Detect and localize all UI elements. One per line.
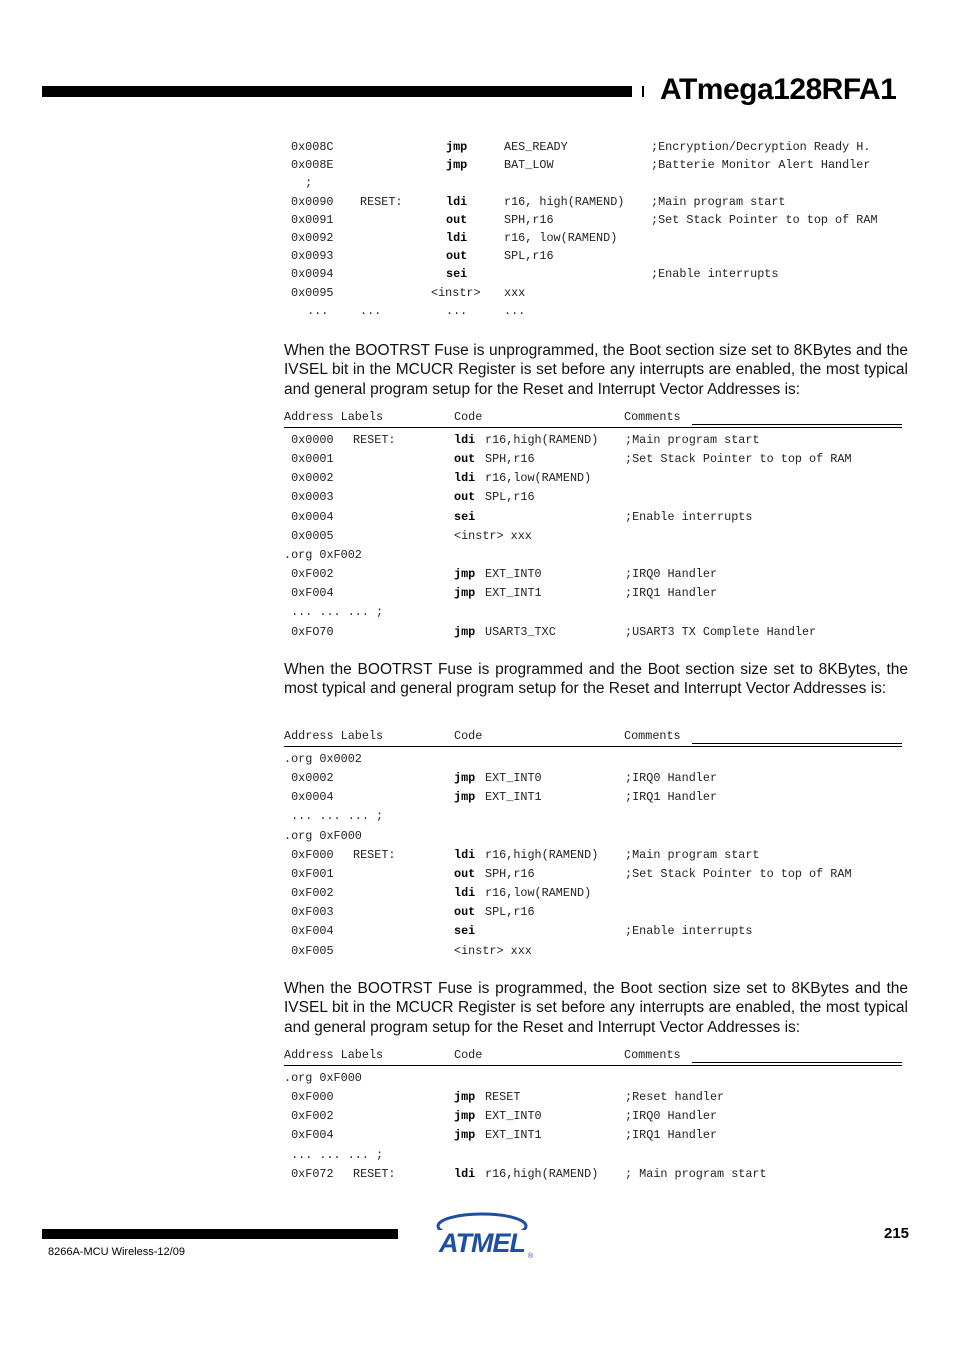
header-code: Code bbox=[454, 1048, 483, 1062]
paragraph-bootrst-programmed: When the BOOTRST Fuse is programmed and the Boot section size set to 8KBytes, the most typical and general program setup for the Reset and Interrupt Vector Addresses is: bbox=[284, 661, 908, 698]
code-line bbox=[0, 829, 954, 847]
code-operand: EXT_INT1 bbox=[485, 1128, 542, 1143]
code-addr: 0xF072 bbox=[284, 1166, 334, 1181]
code-instr: ... bbox=[446, 303, 468, 318]
code-addr: 0x0090 bbox=[291, 194, 334, 209]
code-line bbox=[0, 176, 954, 194]
code-operand: r16,high(RAMEND) bbox=[485, 847, 599, 862]
code-operand: SPH,r16 bbox=[504, 212, 554, 227]
code-addr: 0x0002 bbox=[284, 771, 334, 786]
code-line bbox=[0, 1109, 954, 1127]
code-addr: 0xF005 bbox=[284, 943, 334, 958]
code-operand: SPL,r16 bbox=[504, 249, 554, 264]
code-line bbox=[0, 433, 954, 451]
code-instr: sei bbox=[446, 267, 468, 282]
header-comments: Comments bbox=[624, 1048, 681, 1062]
code-addr: 0xF004 bbox=[284, 1128, 334, 1143]
code-label: RESET: bbox=[360, 194, 403, 209]
table-header-rule bbox=[284, 427, 902, 428]
code-line bbox=[0, 195, 954, 213]
code-instr: ldi bbox=[454, 471, 476, 486]
header-tick bbox=[642, 86, 644, 97]
code-comment: ;Reset handler bbox=[625, 1090, 725, 1105]
code-addr: ... ... ... ; bbox=[284, 1147, 384, 1162]
code-line bbox=[0, 1167, 954, 1185]
code-operand: r16, low(RAMEND) bbox=[504, 231, 618, 245]
code-addr: 0x0093 bbox=[291, 249, 334, 264]
comments-underline bbox=[692, 1062, 902, 1063]
code-instr: out bbox=[454, 490, 476, 505]
code-line bbox=[0, 625, 954, 643]
code-addr: .org 0x0002 bbox=[284, 752, 362, 766]
table-header bbox=[284, 729, 902, 745]
code-addr: 0xF002 bbox=[284, 567, 334, 582]
code-addr: 0xF001 bbox=[284, 866, 334, 881]
code-comment: ;Batterie Monitor Alert Handler bbox=[651, 158, 871, 173]
code-comment: ;IRQ0 Handler bbox=[625, 771, 718, 786]
code-addr: .org 0xF000 bbox=[284, 828, 362, 843]
header-comments: Comments bbox=[624, 410, 681, 424]
code-comment: ;Main program start bbox=[651, 194, 786, 209]
code-line bbox=[0, 140, 954, 158]
code-line bbox=[0, 867, 954, 885]
code-instr: ldi bbox=[446, 231, 468, 245]
code-line bbox=[0, 529, 954, 547]
code-line bbox=[0, 586, 954, 604]
header-address-labels: Address Labels bbox=[284, 1048, 384, 1062]
code-addr: 0x0004 bbox=[284, 509, 334, 524]
code-instr: ldi bbox=[454, 886, 476, 901]
header-rule bbox=[42, 86, 632, 97]
code-line bbox=[0, 886, 954, 904]
code-comment: ;Set Stack Pointer to top of RAM bbox=[625, 866, 852, 881]
code-instr: <instr> bbox=[431, 285, 481, 300]
code-label: ... bbox=[360, 303, 382, 318]
code-line bbox=[0, 1090, 954, 1108]
code-line bbox=[0, 286, 954, 304]
document-number: 8266A-MCU Wireless-12/09 bbox=[48, 1246, 185, 1258]
code-line bbox=[0, 471, 954, 489]
code-comment: ;Encryption/Decryption Ready H. bbox=[651, 140, 871, 154]
code-line bbox=[0, 905, 954, 923]
code-comment: ; Main program start bbox=[625, 1166, 767, 1181]
code-instr: sei bbox=[454, 509, 476, 524]
code-operand: r16,low(RAMEND) bbox=[485, 471, 592, 486]
code-operand: SPH,r16 bbox=[485, 866, 535, 881]
code-instr: jmp bbox=[454, 771, 476, 786]
code-instr: jmp bbox=[454, 1109, 476, 1124]
code-line bbox=[0, 944, 954, 962]
code-operand: <instr> xxx bbox=[454, 528, 532, 543]
code-addr: 0x0091 bbox=[291, 212, 334, 227]
code-line bbox=[0, 809, 954, 827]
code-comment: ;IRQ1 Handler bbox=[625, 790, 718, 805]
svg-text:®: ® bbox=[528, 1253, 534, 1260]
code-addr: ... ... ... ; bbox=[284, 605, 384, 620]
document-title: ATmega128RFA1 bbox=[660, 73, 897, 106]
code-line bbox=[0, 605, 954, 623]
code-line bbox=[0, 304, 954, 322]
paragraph-bootrst-unprogrammed: When the BOOTRST Fuse is unprogrammed, the Boot section size set to 8KBytes and the IVSEL bit in the MCUCR Register is set before any interrupts are enabled, the most typical and general program setup for the Reset and Interrupt Vector Addresses is: bbox=[284, 342, 908, 398]
code-instr: out bbox=[454, 452, 476, 467]
code-addr: 0xF002 bbox=[284, 1109, 334, 1124]
code-line bbox=[0, 548, 954, 566]
code-addr: 0x0003 bbox=[284, 490, 334, 505]
code-line bbox=[0, 752, 954, 770]
code-instr: jmp bbox=[454, 567, 476, 582]
code-label: RESET: bbox=[353, 847, 396, 862]
code-addr: ... bbox=[300, 303, 329, 318]
code-comment: ;Set Stack Pointer to top of RAM bbox=[651, 212, 878, 227]
code-line bbox=[0, 790, 954, 808]
code-instr: ldi bbox=[454, 847, 476, 862]
code-instr: jmp bbox=[454, 1090, 476, 1105]
code-addr: 0x0000 bbox=[284, 433, 334, 447]
code-line bbox=[0, 567, 954, 585]
code-operand: AES_READY bbox=[504, 140, 568, 154]
code-line bbox=[0, 1128, 954, 1146]
code-addr: ; bbox=[291, 176, 313, 191]
comments-underline bbox=[692, 743, 902, 744]
code-instr: jmp bbox=[446, 158, 468, 173]
code-operand: SPH,r16 bbox=[485, 452, 535, 467]
code-addr: ... ... ... ; bbox=[284, 809, 384, 824]
code-operand: EXT_INT0 bbox=[485, 1109, 542, 1124]
code-line bbox=[0, 490, 954, 508]
code-comment: ;IRQ1 Handler bbox=[625, 586, 718, 601]
code-addr: 0x0004 bbox=[284, 790, 334, 805]
code-line bbox=[0, 1148, 954, 1166]
code-operand: SPL,r16 bbox=[485, 490, 535, 505]
code-instr: jmp bbox=[454, 624, 476, 639]
code-line bbox=[0, 213, 954, 231]
code-operand: EXT_INT0 bbox=[485, 567, 542, 582]
code-operand: ... bbox=[504, 303, 526, 318]
code-line bbox=[0, 771, 954, 789]
code-operand: SPL,r16 bbox=[485, 905, 535, 920]
code-comment: ;Enable interrupts bbox=[625, 924, 753, 939]
code-operand: RESET bbox=[485, 1090, 521, 1105]
code-addr: 0xFO70 bbox=[284, 624, 334, 639]
table-header-rule bbox=[284, 1065, 902, 1066]
code-addr: 0x0094 bbox=[291, 267, 334, 282]
atmel-logo bbox=[430, 1210, 534, 1260]
code-instr: out bbox=[454, 905, 476, 920]
code-operand: r16, high(RAMEND) bbox=[504, 194, 625, 209]
code-comment: ;IRQ0 Handler bbox=[625, 567, 718, 582]
page-number: 215 bbox=[884, 1225, 910, 1242]
footer-rule bbox=[42, 1229, 398, 1239]
code-instr: out bbox=[446, 212, 468, 227]
code-line bbox=[0, 924, 954, 942]
header-code: Code bbox=[454, 410, 483, 424]
code-line bbox=[0, 1071, 954, 1089]
code-operand: BAT_LOW bbox=[504, 158, 554, 173]
code-line bbox=[0, 510, 954, 528]
code-instr: ldi bbox=[446, 194, 468, 209]
code-operand: EXT_INT0 bbox=[485, 771, 542, 786]
code-instr: ldi bbox=[454, 433, 476, 447]
header-address-labels: Address Labels bbox=[284, 410, 384, 424]
code-addr: 0x0092 bbox=[291, 231, 334, 245]
table-header bbox=[284, 410, 902, 426]
code-comment: ;IRQ1 Handler bbox=[625, 1128, 718, 1143]
code-line bbox=[0, 267, 954, 285]
code-line bbox=[0, 249, 954, 267]
code-comment: ;IRQ0 Handler bbox=[625, 1109, 718, 1124]
code-comment: ;USART3 TX Complete Handler bbox=[625, 624, 817, 639]
code-operand: EXT_INT1 bbox=[485, 790, 542, 805]
code-label: RESET: bbox=[353, 433, 396, 447]
code-instr: jmp bbox=[454, 790, 476, 805]
code-operand: r16,low(RAMEND) bbox=[485, 886, 592, 901]
code-addr: 0xF004 bbox=[284, 586, 334, 601]
code-addr: 0x008C bbox=[291, 140, 334, 154]
code-addr: 0x0001 bbox=[284, 452, 334, 467]
code-instr: sei bbox=[454, 924, 476, 939]
code-line bbox=[0, 231, 954, 249]
code-addr: 0x0095 bbox=[291, 285, 334, 300]
code-operand: r16,high(RAMEND) bbox=[485, 1166, 599, 1181]
table-header bbox=[284, 1048, 902, 1064]
code-addr: 0xF004 bbox=[284, 924, 334, 939]
code-addr: 0xF000 bbox=[284, 1090, 334, 1105]
code-addr: 0x0002 bbox=[284, 471, 334, 486]
table-header-rule bbox=[284, 746, 902, 747]
svg-text:ATMEL: ATMEL bbox=[439, 1228, 525, 1258]
code-comment: ;Main program start bbox=[625, 847, 760, 862]
code-comment: ;Set Stack Pointer to top of RAM bbox=[625, 452, 852, 467]
code-addr: .org 0xF000 bbox=[284, 1071, 362, 1085]
code-instr: jmp bbox=[446, 140, 468, 154]
code-operand: xxx bbox=[504, 285, 526, 300]
code-label: RESET: bbox=[353, 1166, 396, 1181]
comments-underline bbox=[692, 424, 902, 425]
code-line bbox=[0, 452, 954, 470]
code-instr: out bbox=[446, 249, 468, 264]
code-operand: <instr> xxx bbox=[454, 943, 532, 958]
header-code: Code bbox=[454, 729, 483, 743]
code-addr: 0x0005 bbox=[284, 528, 334, 543]
header-comments: Comments bbox=[624, 729, 681, 743]
code-operand: USART3_TXC bbox=[485, 624, 556, 639]
code-addr: 0xF002 bbox=[284, 886, 334, 901]
code-instr: jmp bbox=[454, 586, 476, 601]
code-comment: ;Enable interrupts bbox=[625, 509, 753, 524]
code-operand: EXT_INT1 bbox=[485, 586, 542, 601]
code-addr: .org 0xF002 bbox=[284, 547, 362, 562]
code-instr: out bbox=[454, 866, 476, 881]
header-address-labels: Address Labels bbox=[284, 729, 384, 743]
code-instr: jmp bbox=[454, 1128, 476, 1143]
code-comment: ;Enable interrupts bbox=[651, 267, 779, 282]
code-addr: 0xF000 bbox=[284, 847, 334, 862]
code-operand: r16,high(RAMEND) bbox=[485, 433, 599, 447]
code-addr: 0x008E bbox=[291, 158, 334, 173]
code-addr: 0xF003 bbox=[284, 905, 334, 920]
code-line bbox=[0, 848, 954, 866]
code-instr: ldi bbox=[454, 1166, 476, 1181]
paragraph-bootrst-programmed-ivsel: When the BOOTRST Fuse is programmed, the Boot section size set to 8KBytes and the IVSEL bit in the MCUCR Register is set before any interrupts are enabled, the most typical and general program setup for the Reset and Interrupt Vector Addresses is: bbox=[284, 980, 908, 1036]
code-line bbox=[0, 158, 954, 176]
code-comment: ;Main program start bbox=[625, 433, 760, 447]
